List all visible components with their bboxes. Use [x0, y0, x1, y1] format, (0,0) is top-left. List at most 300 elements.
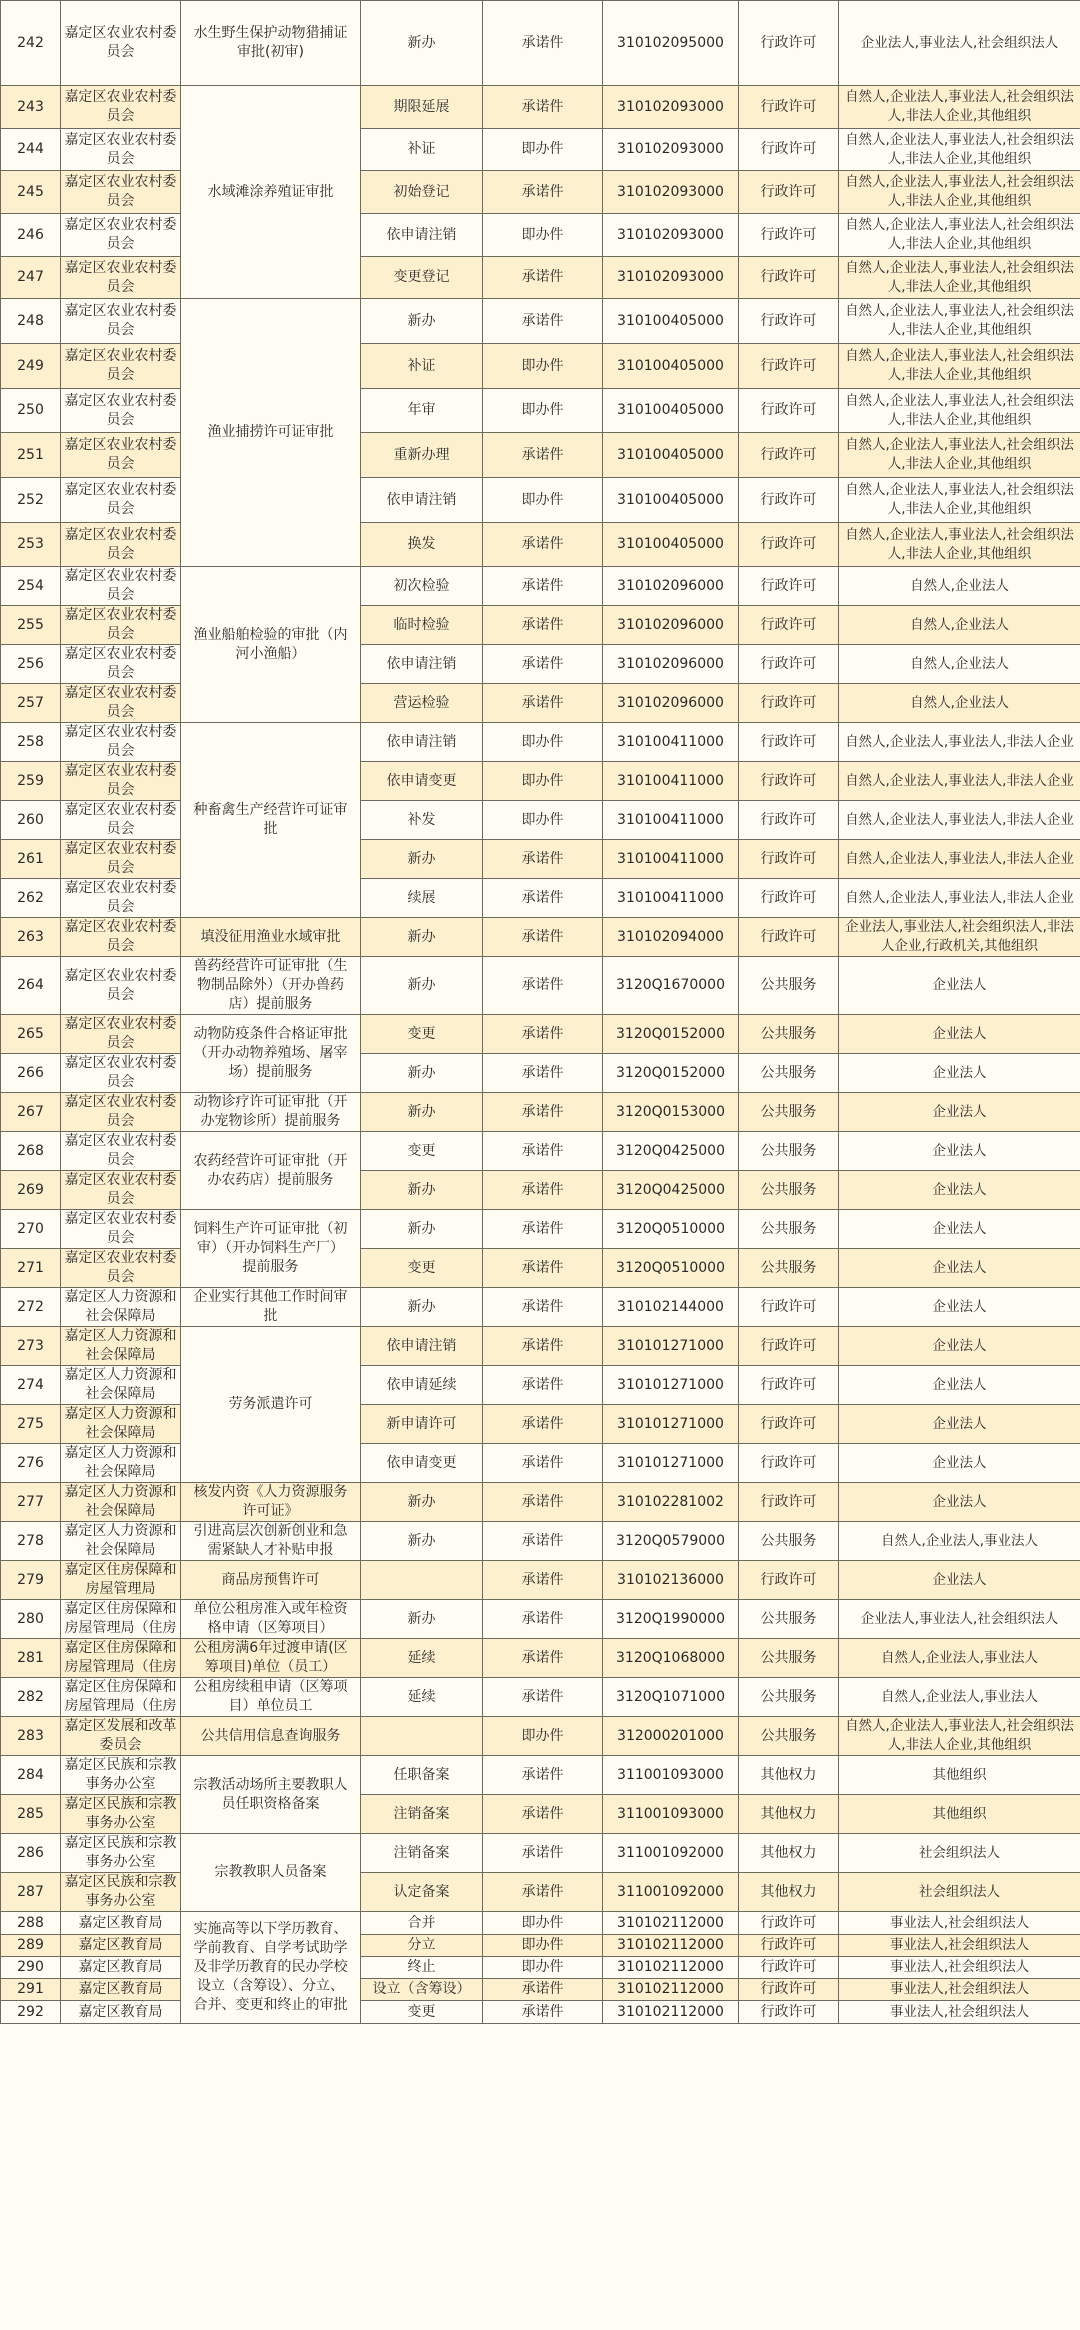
row-number: 275 [1, 1405, 61, 1444]
item-code-cell: 310102112000 [603, 1912, 739, 1935]
department-cell: 嘉定区农业农村委员会 [61, 86, 181, 129]
department-cell: 嘉定区农业农村委员会 [61, 684, 181, 723]
service-target-cell: 企业法人 [839, 1405, 1080, 1444]
department-cell: 嘉定区民族和宗教事务办公室 [61, 1795, 181, 1834]
power-category-cell: 行政许可 [739, 1405, 839, 1444]
item-code-cell: 310100411000 [603, 840, 739, 879]
row-number: 259 [1, 762, 61, 801]
service-target-cell: 自然人,企业法人,事业法人,社会组织法人,非法人企业,其他组织 [839, 257, 1080, 299]
sub-item-cell: 续展 [361, 879, 483, 918]
handling-type-cell: 即办件 [483, 762, 603, 801]
table-row [1, 1935, 1080, 1957]
row-number: 243 [1, 86, 61, 129]
service-target-cell: 企业法人 [839, 1327, 1080, 1366]
table-row [1, 389, 1080, 433]
sub-item-cell: 新办 [361, 1054, 483, 1093]
sub-item-cell [361, 1561, 483, 1600]
table-row [1, 1795, 1080, 1834]
handling-type-cell: 承诺件 [483, 1054, 603, 1093]
power-category-cell: 行政许可 [739, 606, 839, 645]
item-code-cell: 310101271000 [603, 1327, 739, 1366]
service-target-cell: 企业法人 [839, 1366, 1080, 1405]
item-code-cell: 3120Q0152000 [603, 1015, 739, 1054]
power-category-cell: 公共服务 [739, 957, 839, 1015]
row-number: 258 [1, 723, 61, 762]
item-code-cell: 310100405000 [603, 344, 739, 389]
item-name-cell: 水域滩涂养殖证审批 [181, 86, 361, 299]
handling-type-cell: 承诺件 [483, 1327, 603, 1366]
table-row [1, 1912, 1080, 1935]
service-target-cell: 自然人,企业法人,事业法人,社会组织法人,非法人企业,其他组织 [839, 344, 1080, 389]
item-code-cell: 310102093000 [603, 257, 739, 299]
sub-item-cell: 合并 [361, 1912, 483, 1935]
table-row [1, 478, 1080, 523]
power-category-cell: 行政许可 [739, 523, 839, 567]
item-name-cell: 农药经营许可证审批（开办农药店）提前服务 [181, 1132, 361, 1210]
item-name-cell: 劳务派遣许可 [181, 1327, 361, 1483]
department-cell: 嘉定区农业农村委员会 [61, 1, 181, 86]
row-number: 280 [1, 1600, 61, 1639]
row-number: 245 [1, 171, 61, 214]
service-target-cell: 企业法人 [839, 1249, 1080, 1288]
table-row [1, 1678, 1080, 1717]
sub-item-cell [361, 1717, 483, 1756]
handling-type-cell: 承诺件 [483, 1600, 603, 1639]
power-category-cell: 公共服务 [739, 1717, 839, 1756]
service-target-cell: 企业法人,事业法人,社会组织法人,非法人企业,行政机关,其他组织 [839, 918, 1080, 957]
row-number: 263 [1, 918, 61, 957]
power-category-cell: 公共服务 [739, 1093, 839, 1132]
power-category-cell: 行政许可 [739, 1957, 839, 1979]
service-target-cell: 企业法人 [839, 1171, 1080, 1210]
handling-type-cell: 即办件 [483, 389, 603, 433]
row-number: 268 [1, 1132, 61, 1171]
service-target-cell: 企业法人,事业法人,社会组织法人 [839, 1, 1080, 86]
service-target-cell: 自然人,企业法人,事业法人,非法人企业 [839, 840, 1080, 879]
handling-type-cell: 即办件 [483, 129, 603, 171]
item-code-cell: 310100405000 [603, 478, 739, 523]
row-number: 253 [1, 523, 61, 567]
item-code-cell: 3120Q0425000 [603, 1171, 739, 1210]
sub-item-cell: 终止 [361, 1957, 483, 1979]
item-code-cell: 310102096000 [603, 567, 739, 606]
handling-type-cell: 承诺件 [483, 918, 603, 957]
service-target-cell: 企业法人 [839, 1210, 1080, 1249]
power-category-cell: 行政许可 [739, 762, 839, 801]
handling-type-cell: 即办件 [483, 1912, 603, 1935]
service-target-cell: 自然人,企业法人,事业法人,社会组织法人,非法人企业,其他组织 [839, 299, 1080, 344]
handling-type-cell: 承诺件 [483, 879, 603, 918]
power-category-cell: 公共服务 [739, 1171, 839, 1210]
item-code-cell: 310100411000 [603, 879, 739, 918]
service-target-cell: 企业法人 [839, 1132, 1080, 1171]
sub-item-cell: 新办 [361, 957, 483, 1015]
row-number: 261 [1, 840, 61, 879]
sub-item-cell: 补证 [361, 344, 483, 389]
handling-type-cell: 承诺件 [483, 684, 603, 723]
power-category-cell: 公共服务 [739, 1210, 839, 1249]
handling-type-cell: 承诺件 [483, 1834, 603, 1873]
row-number: 270 [1, 1210, 61, 1249]
department-cell: 嘉定区民族和宗教事务办公室 [61, 1873, 181, 1912]
service-target-cell: 企业法人 [839, 1483, 1080, 1522]
service-target-cell: 社会组织法人 [839, 1873, 1080, 1912]
table-row [1, 957, 1080, 1015]
table-row [1, 214, 1080, 257]
row-number: 246 [1, 214, 61, 257]
service-target-cell: 事业法人,社会组织法人 [839, 1957, 1080, 1979]
item-code-cell: 310101271000 [603, 1444, 739, 1483]
row-number: 284 [1, 1756, 61, 1795]
sub-item-cell: 新办 [361, 1210, 483, 1249]
department-cell: 嘉定区农业农村委员会 [61, 762, 181, 801]
power-category-cell: 公共服务 [739, 1249, 839, 1288]
handling-type-cell: 承诺件 [483, 840, 603, 879]
item-code-cell: 310102112000 [603, 1979, 739, 2001]
department-cell: 嘉定区农业农村委员会 [61, 171, 181, 214]
sub-item-cell: 初次检验 [361, 567, 483, 606]
department-cell: 嘉定区人力资源和社会保障局 [61, 1483, 181, 1522]
power-category-cell: 行政许可 [739, 1935, 839, 1957]
table-row [1, 1327, 1080, 1366]
row-number: 267 [1, 1093, 61, 1132]
handling-type-cell: 承诺件 [483, 1210, 603, 1249]
row-number: 285 [1, 1795, 61, 1834]
row-number: 281 [1, 1639, 61, 1678]
item-code-cell: 310101271000 [603, 1366, 739, 1405]
sub-item-cell: 新办 [361, 1522, 483, 1561]
handling-type-cell: 承诺件 [483, 1366, 603, 1405]
table-row [1, 2001, 1080, 2024]
power-category-cell: 行政许可 [739, 918, 839, 957]
table-row [1, 1, 1080, 86]
handling-type-cell: 承诺件 [483, 171, 603, 214]
table-row [1, 1210, 1080, 1249]
department-cell: 嘉定区住房保障和房屋管理局（住房 [61, 1678, 181, 1717]
sub-item-cell: 依申请变更 [361, 1444, 483, 1483]
row-number: 276 [1, 1444, 61, 1483]
table-row [1, 1483, 1080, 1522]
handling-type-cell: 承诺件 [483, 1756, 603, 1795]
department-cell: 嘉定区农业农村委员会 [61, 645, 181, 684]
service-target-cell: 自然人,企业法人,事业法人 [839, 1678, 1080, 1717]
service-target-cell: 自然人,企业法人,事业法人,社会组织法人,非法人企业,其他组织 [839, 129, 1080, 171]
sub-item-cell: 期限延展 [361, 86, 483, 129]
service-target-cell: 企业法人 [839, 1561, 1080, 1600]
table-body [1, 1, 1080, 2024]
table-row [1, 1600, 1080, 1639]
item-name-cell: 核发内资《人力资源服务许可证》 [181, 1483, 361, 1522]
power-category-cell: 公共服务 [739, 1015, 839, 1054]
table-row [1, 1756, 1080, 1795]
service-target-cell: 自然人,企业法人,事业法人,非法人企业 [839, 801, 1080, 840]
sub-item-cell: 依申请注销 [361, 723, 483, 762]
service-target-cell: 自然人,企业法人,事业法人 [839, 1522, 1080, 1561]
power-category-cell: 公共服务 [739, 1132, 839, 1171]
item-code-cell: 311001093000 [603, 1756, 739, 1795]
table-row [1, 567, 1080, 606]
service-target-cell: 企业法人 [839, 1444, 1080, 1483]
table-row [1, 840, 1080, 879]
power-category-cell: 其他权力 [739, 1795, 839, 1834]
table-row [1, 1054, 1080, 1093]
item-code-cell: 3120Q0510000 [603, 1210, 739, 1249]
sub-item-cell: 变更 [361, 2001, 483, 2024]
department-cell: 嘉定区人力资源和社会保障局 [61, 1288, 181, 1327]
service-target-cell: 自然人,企业法人,事业法人,社会组织法人,非法人企业,其他组织 [839, 433, 1080, 478]
handling-type-cell: 承诺件 [483, 1873, 603, 1912]
row-number: 289 [1, 1935, 61, 1957]
power-category-cell: 公共服务 [739, 1054, 839, 1093]
department-cell: 嘉定区教育局 [61, 1912, 181, 1935]
service-target-cell: 企业法人 [839, 1288, 1080, 1327]
sub-item-cell: 新办 [361, 1600, 483, 1639]
item-code-cell: 310102095000 [603, 1, 739, 86]
row-number: 278 [1, 1522, 61, 1561]
handling-type-cell: 承诺件 [483, 606, 603, 645]
department-cell: 嘉定区农业农村委员会 [61, 957, 181, 1015]
department-cell: 嘉定区农业农村委员会 [61, 299, 181, 344]
item-name-cell: 企业实行其他工作时间审批 [181, 1288, 361, 1327]
department-cell: 嘉定区人力资源和社会保障局 [61, 1444, 181, 1483]
sub-item-cell: 依申请注销 [361, 214, 483, 257]
power-category-cell: 行政许可 [739, 1483, 839, 1522]
service-target-cell: 自然人,企业法人,事业法人,社会组织法人,非法人企业,其他组织 [839, 1717, 1080, 1756]
table-row [1, 1366, 1080, 1405]
department-cell: 嘉定区农业农村委员会 [61, 1015, 181, 1054]
item-code-cell: 310100411000 [603, 762, 739, 801]
power-category-cell: 其他权力 [739, 1834, 839, 1873]
handling-type-cell: 承诺件 [483, 957, 603, 1015]
department-cell: 嘉定区农业农村委员会 [61, 1093, 181, 1132]
department-cell: 嘉定区农业农村委员会 [61, 567, 181, 606]
department-cell: 嘉定区农业农村委员会 [61, 478, 181, 523]
department-cell: 嘉定区人力资源和社会保障局 [61, 1522, 181, 1561]
row-number: 254 [1, 567, 61, 606]
power-category-cell: 行政许可 [739, 86, 839, 129]
table-row [1, 1132, 1080, 1171]
department-cell: 嘉定区住房保障和房屋管理局 [61, 1561, 181, 1600]
item-code-cell: 310102093000 [603, 129, 739, 171]
row-number: 251 [1, 433, 61, 478]
department-cell: 嘉定区农业农村委员会 [61, 523, 181, 567]
row-number: 287 [1, 1873, 61, 1912]
handling-type-cell: 承诺件 [483, 1249, 603, 1288]
department-cell: 嘉定区住房保障和房屋管理局（住房 [61, 1600, 181, 1639]
item-name-cell: 宗教活动场所主要教职人员任职资格备案 [181, 1756, 361, 1834]
sub-item-cell: 注销备案 [361, 1795, 483, 1834]
department-cell: 嘉定区民族和宗教事务办公室 [61, 1834, 181, 1873]
item-name-cell: 渔业船舶检验的审批（内河小渔船） [181, 567, 361, 723]
department-cell: 嘉定区农业农村委员会 [61, 918, 181, 957]
table-row [1, 645, 1080, 684]
power-category-cell: 行政许可 [739, 257, 839, 299]
handling-type-cell: 承诺件 [483, 1132, 603, 1171]
row-number: 256 [1, 645, 61, 684]
row-number: 255 [1, 606, 61, 645]
service-target-cell: 企业法人 [839, 1054, 1080, 1093]
table-row [1, 433, 1080, 478]
department-cell: 嘉定区发展和改革委员会 [61, 1717, 181, 1756]
sub-item-cell: 变更 [361, 1249, 483, 1288]
handling-type-cell: 承诺件 [483, 1979, 603, 2001]
table-row [1, 1171, 1080, 1210]
department-cell: 嘉定区农业农村委员会 [61, 879, 181, 918]
power-category-cell: 行政许可 [739, 1, 839, 86]
department-cell: 嘉定区人力资源和社会保障局 [61, 1405, 181, 1444]
service-target-cell: 其他组织 [839, 1795, 1080, 1834]
service-target-cell: 自然人,企业法人 [839, 567, 1080, 606]
power-category-cell: 其他权力 [739, 1873, 839, 1912]
item-name-cell: 公租房续租申请（区筹项目）单位员工 [181, 1678, 361, 1717]
sub-item-cell: 补发 [361, 801, 483, 840]
row-number: 274 [1, 1366, 61, 1405]
service-target-cell: 自然人,企业法人,事业法人,社会组织法人,非法人企业,其他组织 [839, 86, 1080, 129]
handling-type-cell: 承诺件 [483, 1171, 603, 1210]
table-row [1, 257, 1080, 299]
service-target-cell: 自然人,企业法人,事业法人,社会组织法人,非法人企业,其他组织 [839, 171, 1080, 214]
handling-type-cell: 承诺件 [483, 1015, 603, 1054]
table-row [1, 918, 1080, 957]
row-number: 262 [1, 879, 61, 918]
item-code-cell: 310100405000 [603, 433, 739, 478]
item-code-cell: 310102094000 [603, 918, 739, 957]
power-category-cell: 行政许可 [739, 389, 839, 433]
sub-item-cell: 依申请注销 [361, 1327, 483, 1366]
row-number: 257 [1, 684, 61, 723]
service-target-cell: 自然人,企业法人,事业法人 [839, 1639, 1080, 1678]
power-category-cell: 行政许可 [739, 1366, 839, 1405]
department-cell: 嘉定区民族和宗教事务办公室 [61, 1756, 181, 1795]
item-code-cell: 310102136000 [603, 1561, 739, 1600]
department-cell: 嘉定区农业农村委员会 [61, 723, 181, 762]
department-cell: 嘉定区农业农村委员会 [61, 214, 181, 257]
service-target-cell: 自然人,企业法人 [839, 645, 1080, 684]
item-name-cell: 兽药经营许可证审批（生物制品除外）（开办兽药店）提前服务 [181, 957, 361, 1015]
sub-item-cell: 新办 [361, 918, 483, 957]
item-code-cell: 310102093000 [603, 86, 739, 129]
handling-type-cell: 承诺件 [483, 1405, 603, 1444]
item-code-cell: 310100405000 [603, 523, 739, 567]
item-code-cell: 311001092000 [603, 1873, 739, 1912]
handling-type-cell: 承诺件 [483, 257, 603, 299]
handling-type-cell: 即办件 [483, 723, 603, 762]
power-category-cell: 行政许可 [739, 879, 839, 918]
row-number: 266 [1, 1054, 61, 1093]
item-code-cell: 3120Q1071000 [603, 1678, 739, 1717]
table-row [1, 801, 1080, 840]
item-code-cell: 310102112000 [603, 1957, 739, 1979]
power-category-cell: 行政许可 [739, 1561, 839, 1600]
handling-type-cell: 承诺件 [483, 1093, 603, 1132]
row-number: 272 [1, 1288, 61, 1327]
item-name-cell: 水生野生保护动物猎捕证审批(初审) [181, 1, 361, 86]
table-row [1, 1717, 1080, 1756]
item-code-cell: 310102112000 [603, 2001, 739, 2024]
power-category-cell: 公共服务 [739, 1678, 839, 1717]
row-number: 252 [1, 478, 61, 523]
power-category-cell: 行政许可 [739, 433, 839, 478]
power-category-cell: 行政许可 [739, 344, 839, 389]
sub-item-cell: 分立 [361, 1935, 483, 1957]
sub-item-cell: 营运检验 [361, 684, 483, 723]
sub-item-cell: 设立（含筹设） [361, 1979, 483, 2001]
handling-type-cell: 承诺件 [483, 567, 603, 606]
row-number: 286 [1, 1834, 61, 1873]
service-target-cell: 社会组织法人 [839, 1834, 1080, 1873]
item-name-cell: 种畜禽生产经营许可证审批 [181, 723, 361, 918]
department-cell: 嘉定区农业农村委员会 [61, 433, 181, 478]
sub-item-cell: 新办 [361, 1171, 483, 1210]
department-cell: 嘉定区教育局 [61, 2001, 181, 2024]
service-target-cell: 事业法人,社会组织法人 [839, 1979, 1080, 2001]
sub-item-cell: 变更 [361, 1015, 483, 1054]
row-number: 290 [1, 1957, 61, 1979]
power-category-cell: 行政许可 [739, 1979, 839, 2001]
power-category-cell: 行政许可 [739, 214, 839, 257]
power-category-cell: 行政许可 [739, 171, 839, 214]
sub-item-cell: 延续 [361, 1678, 483, 1717]
item-code-cell: 310102096000 [603, 684, 739, 723]
handling-type-cell: 承诺件 [483, 1561, 603, 1600]
handling-type-cell: 承诺件 [483, 1678, 603, 1717]
row-number: 291 [1, 1979, 61, 2001]
table-row [1, 1873, 1080, 1912]
handling-type-cell: 承诺件 [483, 2001, 603, 2024]
service-target-cell: 自然人,企业法人,事业法人,社会组织法人,非法人企业,其他组织 [839, 523, 1080, 567]
item-code-cell: 3120Q0152000 [603, 1054, 739, 1093]
item-name-cell: 单位公租房准入或年检资格申请（区筹项目） [181, 1600, 361, 1639]
row-number: 283 [1, 1717, 61, 1756]
service-target-cell: 企业法人 [839, 957, 1080, 1015]
handling-type-cell: 即办件 [483, 214, 603, 257]
item-code-cell: 3120Q0510000 [603, 1249, 739, 1288]
handling-type-cell: 即办件 [483, 801, 603, 840]
power-category-cell: 行政许可 [739, 1327, 839, 1366]
service-target-cell: 事业法人,社会组织法人 [839, 1935, 1080, 1957]
handling-type-cell: 承诺件 [483, 1639, 603, 1678]
service-target-cell: 自然人,企业法人,事业法人,社会组织法人,非法人企业,其他组织 [839, 389, 1080, 433]
item-name-cell: 引进高层次创新创业和急需紧缺人才补贴申报 [181, 1522, 361, 1561]
row-number: 260 [1, 801, 61, 840]
item-name-cell: 宗教教职人员备案 [181, 1834, 361, 1912]
handling-type-cell: 承诺件 [483, 299, 603, 344]
item-code-cell: 310102112000 [603, 1935, 739, 1957]
row-number: 279 [1, 1561, 61, 1600]
item-code-cell: 3120Q0425000 [603, 1132, 739, 1171]
power-category-cell: 行政许可 [739, 840, 839, 879]
item-code-cell: 3120Q1990000 [603, 1600, 739, 1639]
service-target-cell: 自然人,企业法人 [839, 606, 1080, 645]
handling-type-cell: 承诺件 [483, 645, 603, 684]
power-category-cell: 行政许可 [739, 801, 839, 840]
table-row [1, 129, 1080, 171]
item-code-cell: 310100405000 [603, 389, 739, 433]
department-cell: 嘉定区农业农村委员会 [61, 801, 181, 840]
power-category-cell: 行政许可 [739, 723, 839, 762]
item-code-cell: 312000201000 [603, 1717, 739, 1756]
item-code-cell: 310102096000 [603, 645, 739, 684]
item-name-cell: 渔业捕捞许可证审批 [181, 299, 361, 567]
item-code-cell: 310102281002 [603, 1483, 739, 1522]
row-number: 265 [1, 1015, 61, 1054]
row-number: 277 [1, 1483, 61, 1522]
department-cell: 嘉定区教育局 [61, 1957, 181, 1979]
item-code-cell: 310100411000 [603, 723, 739, 762]
item-code-cell: 310100405000 [603, 299, 739, 344]
sub-item-cell: 新办 [361, 1, 483, 86]
department-cell: 嘉定区教育局 [61, 1935, 181, 1957]
